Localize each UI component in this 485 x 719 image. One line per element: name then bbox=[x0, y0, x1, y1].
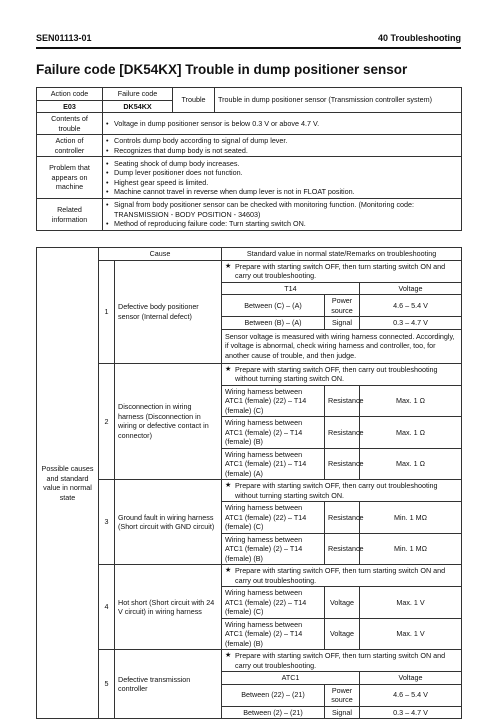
failure-code-label: Failure code bbox=[103, 88, 173, 101]
check-item: Voltage bbox=[325, 618, 360, 650]
check-item: Resistance bbox=[325, 417, 360, 449]
check-item: Resistance bbox=[325, 448, 360, 480]
measure-between: Between (B) – (A) bbox=[222, 317, 325, 330]
prep-text: ★ Prepare with starting switch OFF, then carry out troubleshooting without turning starting switch ON. bbox=[225, 365, 458, 384]
failure-info-table bbox=[36, 87, 462, 231]
check-item: Voltage bbox=[325, 587, 360, 619]
page-title: Failure code [DK54KX] Trouble in dump positioner sensor bbox=[36, 62, 408, 77]
cause-number: 1 bbox=[99, 260, 115, 363]
check-item: Resistance bbox=[325, 533, 360, 565]
cause-description: Disconnection in wiring harness (Disconnection in wiring or defective contact in connector) bbox=[115, 363, 222, 480]
measure-between: Between (2) – (21) bbox=[222, 706, 325, 719]
connector-label: ATC1 bbox=[222, 672, 360, 685]
harness-check: Wiring harness between ATC1 (female) (22) – T14 (female) (C) bbox=[222, 385, 325, 417]
failure-code-value: DK54KX bbox=[103, 100, 173, 113]
voltage-header: Voltage bbox=[360, 282, 462, 295]
cause-number: 2 bbox=[99, 363, 115, 480]
measure-item: Power source bbox=[325, 684, 360, 706]
action-label: Action of controller bbox=[37, 135, 103, 157]
harness-check: Wiring harness between ATC1 (female) (2) – T14 (female) (B) bbox=[222, 618, 325, 650]
measure-value: 4.6 – 5.4 V bbox=[360, 295, 462, 317]
check-value: Max. 1 Ω bbox=[360, 385, 462, 417]
check-value: Max. 1 V bbox=[360, 587, 462, 619]
measure-between: Between (22) – (21) bbox=[222, 684, 325, 706]
measure-value: 0.3 – 4.7 V bbox=[360, 317, 462, 330]
cause-number: 4 bbox=[99, 565, 115, 650]
contents-cell bbox=[103, 113, 462, 135]
problem-item: • Machine cannot travel in reverse when dump lever is not in FLOAT position. bbox=[106, 187, 458, 197]
connector-label: T14 bbox=[222, 282, 360, 295]
related-item: • Method of reproducing failure code: Turn starting switch ON. bbox=[106, 219, 458, 229]
action-item: • Recognizes that dump body is not seated. bbox=[106, 146, 458, 156]
contents-label: Contents of trouble bbox=[37, 113, 103, 135]
problem-label: Problem that appears on machine bbox=[37, 157, 103, 199]
measure-item: Signal bbox=[325, 317, 360, 330]
prep-text: ★ Prepare with starting switch OFF, then turn starting switch ON and carry out troubleshooting. bbox=[225, 566, 458, 585]
prep-note bbox=[222, 650, 462, 672]
check-value: Max. 1 V bbox=[360, 618, 462, 650]
problem-item: • Seating shock of dump body increases. bbox=[106, 159, 458, 169]
col-cause-header: Cause bbox=[99, 248, 222, 261]
cause-number: 5 bbox=[99, 650, 115, 719]
contents-item: • Voltage in dump positioner sensor is below 0.3 V or above 4.7 V. bbox=[106, 119, 458, 129]
measure-item: Signal bbox=[325, 706, 360, 719]
measure-between: Between (C) – (A) bbox=[222, 295, 325, 317]
measure-item: Power source bbox=[325, 295, 360, 317]
measure-value: 0.3 – 4.7 V bbox=[360, 706, 462, 719]
check-value: Max. 1 Ω bbox=[360, 448, 462, 480]
prep-note bbox=[222, 480, 462, 502]
action-code-label: Action code bbox=[37, 88, 103, 101]
action-cell bbox=[103, 135, 462, 157]
check-item: Resistance bbox=[325, 502, 360, 534]
prep-text: ★ Prepare with starting switch OFF, then turn starting switch ON and carry out troubleshooting. bbox=[225, 262, 458, 281]
related-label: Related information bbox=[37, 199, 103, 231]
section-title: 40 Troubleshooting bbox=[377, 33, 461, 43]
page-header bbox=[36, 33, 461, 47]
trouble-label: Trouble bbox=[173, 88, 215, 113]
harness-check: Wiring harness between ATC1 (female) (21) – T14 (female) (A) bbox=[222, 448, 325, 480]
check-value: Max. 1 Ω bbox=[360, 417, 462, 449]
action-code-value: E03 bbox=[37, 100, 103, 113]
voltage-header: Voltage bbox=[360, 672, 462, 685]
cause-description: Defective transmission controller bbox=[115, 650, 222, 719]
document-id: SEN01113-01 bbox=[36, 33, 92, 43]
trouble-text: Trouble in dump positioner sensor (Transmission controller system) bbox=[215, 88, 462, 113]
prep-text: ★ Prepare with starting switch OFF, then carry out troubleshooting without turning starting switch ON. bbox=[225, 481, 458, 500]
header-rule bbox=[36, 47, 461, 49]
prep-text: ★ Prepare with starting switch OFF, then turn starting switch ON and carry out troubleshooting. bbox=[225, 651, 458, 670]
cause-number: 3 bbox=[99, 480, 115, 565]
col-standard-header: Standard value in normal state/Remarks on troubleshooting bbox=[222, 248, 462, 261]
problem-item: • Dump lever positioner does not function. bbox=[106, 168, 458, 178]
prep-note bbox=[222, 363, 462, 385]
check-value: Min. 1 MΩ bbox=[360, 533, 462, 565]
prep-note bbox=[222, 565, 462, 587]
related-cell bbox=[103, 199, 462, 231]
related-item: • Signal from body positioner sensor can be checked with monitoring function. (Monitoring code: TRANSMISSION - BODY POSITION - 34603) bbox=[106, 200, 458, 219]
cause-description: Ground fault in wiring harness (Short circuit with GND circuit) bbox=[115, 480, 222, 565]
action-item: • Controls dump body according to signal of dump lever. bbox=[106, 136, 458, 146]
check-value: Min. 1 MΩ bbox=[360, 502, 462, 534]
problem-cell bbox=[103, 157, 462, 199]
cause-description: Defective body positioner sensor (Internal defect) bbox=[115, 260, 222, 363]
causes-table bbox=[36, 247, 462, 719]
harness-check: Wiring harness between ATC1 (female) (2) – T14 (female) (B) bbox=[222, 417, 325, 449]
harness-check: Wiring harness between ATC1 (female) (22) – T14 (female) (C) bbox=[222, 587, 325, 619]
harness-check: Wiring harness between ATC1 (female) (22) – T14 (female) (C) bbox=[222, 502, 325, 534]
sensor-note: Sensor voltage is measured with wiring harness connected. Accordingly, if voltage is abnormal, check wiring harness and controller, too, for another cause of trouble, and then judge. bbox=[222, 329, 462, 363]
measure-value: 4.6 – 5.4 V bbox=[360, 684, 462, 706]
cause-description: Hot short (Short circuit with 24 V circuit) in wiring harness bbox=[115, 565, 222, 650]
possible-causes-label: Possible causes and standard value in normal state bbox=[37, 248, 99, 719]
prep-note bbox=[222, 260, 462, 282]
harness-check: Wiring harness between ATC1 (female) (2) – T14 (female) (B) bbox=[222, 533, 325, 565]
problem-item: • Highest gear speed is limited. bbox=[106, 178, 458, 188]
check-item: Resistance bbox=[325, 385, 360, 417]
